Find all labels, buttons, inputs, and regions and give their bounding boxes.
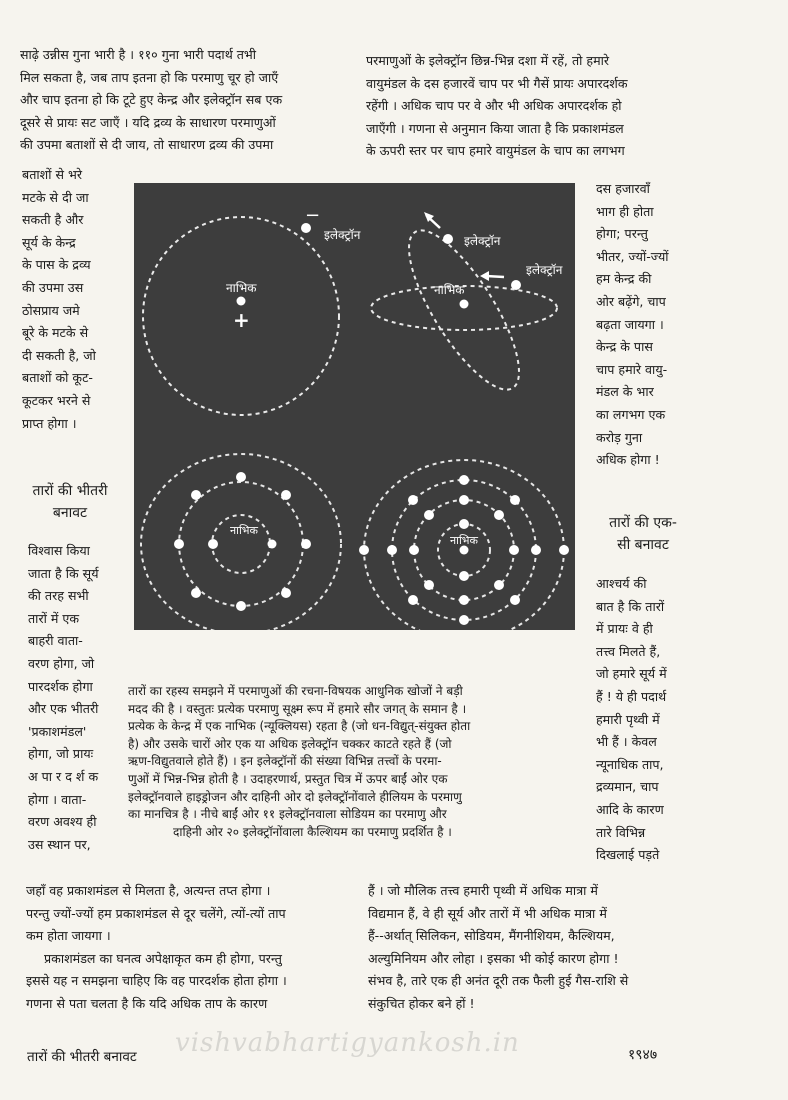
electron-dot — [236, 601, 246, 611]
bottom-left-paragraph: जहाँ वह प्रकाशमंडल से मिलता है, अत्यन्त तप्त होगा । परन्तु ज्यों-ज्यों हम प्रकाशमंडल से दूर चलेंगे, त्यों-त्यों ताप कम होता जायगा । प्रकाशमंडल का घनत्व अपेक्षाकृत कम ही होगा, परन्तु इससे यह न समझना चाहिए कि वह पारदर्शक होता होगा । गणना से पता चलता है कि यदि अधिक ताप के कारण — [26, 883, 287, 1011]
nucleus-dot — [268, 540, 277, 549]
electron-dot — [359, 545, 369, 555]
section-heading-inner-structure: तारों की भीतरी बनावट — [32, 483, 108, 521]
electron-dot — [301, 539, 311, 549]
figure-caption: तारों का रहस्य समझने में परमाणुओं की रचना-विषयक आधुनिक खोजों ने बड़ी मदद की है । वस्तुतः प्रत्येक परमाणु सूक्ष्म रूप में हमारे सौर जगत् के समान है । प्रत्येक के केन्द्र में एक नाभिक (न्यूक्लियस) रहता है (जो धन-विद्युत्-संयुक्त होता है) और उसके चारों ओर एक या अधिक इलेक्ट्रॉन चक्कर काटते रहते हैं (जो ऋण-विद्युतवाले होते हैं) । इन इलेक्ट्रॉनों की संख्या विभिन्न तत्त्वों के परमा- णुओं में भिन्न-भिन्न होती है । उदाहरणार्थ, प्रस्तुत चित्र में ऊपर बाईं ओर एक इलेक्ट्रॉनवाले हाइड्रोजन और दाहिनी ओर दो इलेक्ट्रॉनोंवाले हीलियम के परमाणु का मानचित्र है । नीचे बाईं ओर ११ इलेक्ट्रॉनवाला सोडियम का परमाणु और दाहिनी ओर २० इलेक्ट्रॉनोंवाला कैल्शियम का परमाणु प्रदर्शित है । — [128, 684, 471, 839]
electron-dot — [459, 519, 469, 529]
electron-dot — [408, 495, 418, 505]
running-title: तारों की भीतरी बनावट — [27, 1049, 137, 1065]
left-column-text: बताशों से भरे मटके से दी जा सकती है और सूर्य के केन्द्र के पास के द्रव्य की उपमा उस ठोसप्राय जमे बूरे के मटके से दी सकती है, जो बताशों को कूट- कूटकर भरने से प्राप्त होगा । — [22, 167, 96, 431]
electron-dot — [459, 615, 469, 625]
electron-label: इलेक्ट्रॉन — [464, 234, 501, 248]
helium-atom — [371, 212, 563, 404]
top-right-paragraph: परमाणुओं के इलेक्ट्रॉन छिन्न-भिन्न दशा में रहें, तो हमारे वायुमंडल के दस हजारवें चाप पर भी गैसें प्रायः अपारदर्शक रहेंगी । अधिक चाप पर वे और भी अधिक अपारदर्शक हो जाएँगी । गणना से अनुमान किया जाता है कि प्रकाशमंडल के ऊपरी स्तर पर चाप हमारे वायुमंडल के चाप का लगभग — [366, 53, 628, 159]
plus-sign: + — [233, 308, 250, 332]
electron-dot — [409, 545, 419, 555]
nucleus-label: नाभिक — [434, 283, 465, 297]
atom-diagram — [134, 183, 575, 630]
electron-dot — [509, 545, 519, 555]
top-left-paragraph: साढ़े उन्नीस गुना भारी है । ११० गुना भारी पदार्थ तभी मिल सकता है, जब ताप इतना हो कि परमाणु चूर हो जाएँ और चाप इतना हो कि टूटे हुए केन्द्र और इलेक्ट्रॉन सब एक दूसरे से प्रायः सट जाएँ । यदि द्रव्य के साधारण परमाणुओं की उपमा बताशों से दी जाय, तो साधारण द्रव्य की उपमा — [20, 47, 283, 153]
calcium-atom — [359, 460, 569, 630]
electron-dot — [459, 495, 469, 505]
nucleus-label: नाभिक — [230, 524, 258, 537]
electron-label: इलेक्ट्रॉन — [526, 263, 563, 277]
nucleus-dot — [237, 297, 246, 306]
electron-dot — [510, 495, 520, 505]
electron-dot — [494, 510, 504, 520]
electron-dot — [191, 588, 201, 598]
bottom-right-paragraph: हैं । जो मौलिक तत्त्व हमारी पृथ्वी में अधिक मात्रा में विद्यमान हैं, वे ही सूर्य और तारों में भी अधिक मात्रा में हैं--अर्थात् सिलिकन, सोडियम, मैंगनीशियम, कैल्शियम, अल्युमिनियम और लोहा । इसका भी कोई कारण होगा ! संभव है, तारे एक ही अनंत दूरी तक फैली हुई गैस-राशि से संकुचित होकर बने हों ! — [368, 883, 629, 1011]
nucleus-label: नाभिक — [450, 534, 478, 547]
nucleus-label: नाभिक — [226, 281, 257, 295]
direction-arrow-head — [480, 271, 489, 281]
page-number: १९४७ — [628, 1047, 658, 1063]
atom-models-figure — [134, 183, 575, 630]
left-column-text-2: विश्वास किया जाता है कि सूर्य की तरह सभी तारों में एक बाहरी वाता- वरण होगा, जो पारदर्शक होगा और एक भीतरी 'प्रकाशमंडल' होगा, जो प्रायः अ पा र द र्श क होगा । वाता- वरण अवश्य ही उस स्थान पर, — [28, 543, 99, 852]
electron-dot — [511, 280, 521, 290]
electron-dot — [494, 580, 504, 590]
electron-dot — [281, 588, 291, 598]
electron-label: इलेक्ट्रॉन — [324, 228, 361, 242]
electron-dot — [236, 472, 246, 482]
hydrogen-atom — [143, 205, 361, 415]
electron-dot — [408, 595, 418, 605]
electron-dot — [174, 539, 184, 549]
electron-dot — [510, 595, 520, 605]
nucleus-dot — [460, 300, 469, 309]
electron-dot — [281, 490, 291, 500]
electron-dot — [387, 545, 397, 555]
section-heading-uniform-structure: तारों की एक- सी बनावट — [609, 515, 677, 553]
electron-dot — [531, 545, 541, 555]
minus-sign: − — [305, 205, 321, 226]
electron-dot — [559, 545, 569, 555]
right-column-text: दस हजारवाँ भाग ही होता होगा; परन्तु भीतर, ज्यों-ज्यों हम केन्द्र की ओर बढ़ेंगे, चाप बढ़ता जायगा । केन्द्र के पास चाप हमारे वायु- मंडल के भार का लगभग एक करोड़ गुना अधिक होगा ! — [596, 181, 669, 468]
sodium-orbit-middle — [179, 482, 303, 606]
sodium-atom — [141, 454, 341, 630]
electron-dot — [208, 539, 218, 549]
electron-dot — [443, 234, 453, 244]
electron-dot — [459, 571, 469, 581]
right-column-text-2: आश्चर्य की बात है कि तारों में प्रायः वे ही तत्त्व मिलते हैं, जो हमारे सूर्य में हैं ! ये ही पदार्थ हमारी पृथ्वी में भी हैं । केवल न्यूनाधिक ताप, द्रव्यमान, चाप आदि के कारण तारे विभिन्न दिखलाई पड़ते — [596, 576, 667, 863]
electron-dot — [459, 595, 469, 605]
electron-dot — [459, 475, 469, 485]
electron-dot — [191, 490, 201, 500]
electron-dot — [424, 510, 434, 520]
electron-dot — [424, 580, 434, 590]
watermark: vishvabhartigyankosh.in — [175, 1028, 520, 1058]
sodium-electrons — [174, 472, 311, 611]
